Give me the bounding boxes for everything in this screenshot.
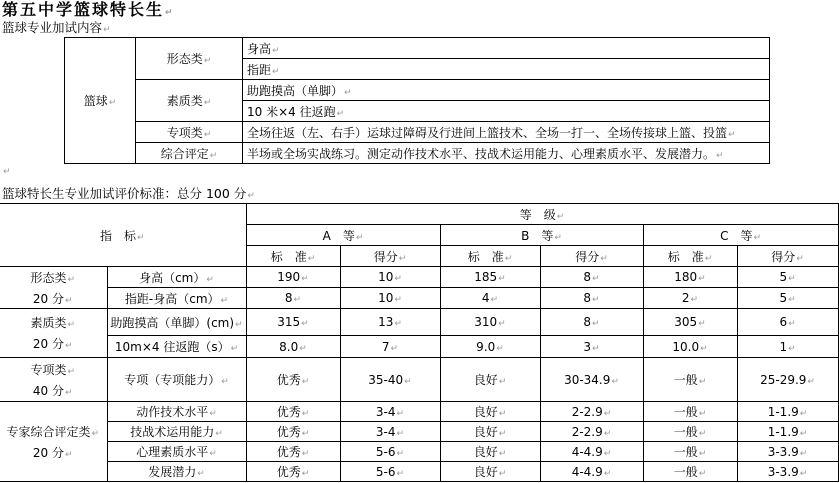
document-title: 第五中学篮球特长生 ↵ (2, 0, 175, 23)
item-cell: 发展潜力 ↵ (107, 462, 246, 482)
a-score-cell: 3-4 ↵ (340, 402, 440, 422)
item-cell: 指距 ↵ (243, 59, 770, 80)
test-content-table (64, 37, 770, 164)
empty-paragraph (2, 166, 11, 177)
c-score-cell: 6 ↵ (737, 309, 838, 336)
b-standard-cell: 良好 ↵ (440, 422, 540, 442)
a-standard-cell: 优秀 ↵ (246, 358, 340, 402)
a-standard-cell: 优秀 ↵ (246, 462, 340, 482)
b-score-cell: 2-2.9 ↵ (540, 422, 643, 442)
c-standard-cell: 10.0 ↵ (643, 336, 737, 358)
c-standard-cell: 一般 ↵ (643, 358, 737, 402)
c-score-cell: 25-29.9 ↵ (737, 358, 838, 402)
score-header: 得分 ↵ (540, 246, 643, 267)
group-cell (0, 402, 107, 482)
a-standard-cell: 8.0 ↵ (246, 336, 340, 358)
table-row (65, 122, 770, 143)
c-score-cell: 3-3.9 ↵ (737, 442, 838, 462)
a-standard-cell: 8 ↵ (246, 288, 340, 309)
b-standard-cell: 良好 ↵ (440, 442, 540, 462)
item-cell: 10 米×4 往返跑 ↵ (243, 101, 770, 122)
b-score-cell: 3 ↵ (540, 336, 643, 358)
a-standard-cell: 优秀 ↵ (246, 402, 340, 422)
group-name: 形态类 ↵ (1, 269, 105, 286)
table-row (65, 143, 770, 164)
b-score-cell: 4-4.9 ↵ (540, 462, 643, 482)
a-standard-cell: 190 ↵ (246, 267, 340, 288)
grade-header: 等 级 ↵ (246, 204, 838, 225)
item-cell: 指距-身高（cm） ↵ (107, 288, 246, 309)
b-score-cell: 30-34.9 ↵ (540, 358, 643, 402)
a-score-cell: 13 ↵ (340, 309, 440, 336)
score-header: 得分 ↵ (737, 246, 838, 267)
table-row (0, 422, 838, 442)
group-points: 20 分 ↵ (1, 335, 105, 352)
table-row (0, 336, 838, 358)
c-standard-cell: 305 ↵ (643, 309, 737, 336)
item-cell: 动作技术水平 ↵ (107, 402, 246, 422)
c-score-cell: 5 ↵ (737, 288, 838, 309)
group-cell (0, 358, 107, 402)
category-cell: 素质类 ↵ (136, 80, 243, 122)
section2-heading: 篮球特长生专业加试评价标准：总分 100 分 ↵ (2, 186, 255, 204)
table-row (65, 38, 770, 59)
c-standard-cell: 一般 ↵ (643, 402, 737, 422)
category-cell: 综合评定 ↵ (136, 143, 243, 164)
item-cell: 技战术运用能力 ↵ (107, 422, 246, 442)
group-points: 20 分 ↵ (1, 290, 105, 307)
standard-header: 标 准 ↵ (246, 246, 340, 267)
group-points: 40 分 ↵ (1, 382, 105, 399)
table-row (65, 80, 770, 101)
group-points: 20 分 ↵ (1, 444, 105, 461)
b-standard-cell: 良好 ↵ (440, 462, 540, 482)
c-standard-cell: 一般 ↵ (643, 442, 737, 462)
a-score-cell: 35-40 ↵ (340, 358, 440, 402)
table-row (0, 358, 838, 402)
a-score-cell: 10 ↵ (340, 267, 440, 288)
item-cell: 助跑摸高（单脚） ↵ (243, 80, 770, 101)
table-row (0, 442, 838, 462)
standard-header: 标 准 ↵ (440, 246, 540, 267)
group-name: 专项类 ↵ (1, 361, 105, 378)
b-score-cell: 8 ↵ (540, 288, 643, 309)
indicator-header: 指 标 ↵ (0, 204, 246, 267)
a-score-cell: 3-4 ↵ (340, 422, 440, 442)
b-standard-cell: 310 ↵ (440, 309, 540, 336)
item-cell: 全场往返（左、右手）运球过障碍及行进间上篮技术、全场一打一、全场传接球上篮、投篮 ↵ (243, 122, 770, 143)
table-row (0, 462, 838, 482)
c-standard-cell: 一般 ↵ (643, 462, 737, 482)
table-row (0, 288, 838, 309)
a-standard-cell: 优秀 ↵ (246, 422, 340, 442)
level-a-header: A 等 ↵ (246, 225, 440, 246)
group-cell (0, 309, 107, 358)
c-score-cell: 1-1.9 ↵ (737, 402, 838, 422)
item-cell: 身高（cm） ↵ (107, 267, 246, 288)
a-score-cell: 10 ↵ (340, 288, 440, 309)
table-row (0, 402, 838, 422)
group-cell (0, 267, 107, 309)
item-cell: 助跑摸高（单脚）(cm) ↵ (107, 309, 246, 336)
score-header: 得分 ↵ (340, 246, 440, 267)
b-score-cell: 8 ↵ (540, 309, 643, 336)
level-b-header: B 等 ↵ (440, 225, 643, 246)
sport-cell: 篮球 ↵ (65, 38, 136, 164)
b-standard-cell: 9.0 ↵ (440, 336, 540, 358)
a-standard-cell: 优秀 ↵ (246, 442, 340, 462)
item-cell: 10m×4 往返跑（s） ↵ (107, 336, 246, 358)
b-standard-cell: 185 ↵ (440, 267, 540, 288)
item-cell: 专项（专项能力） ↵ (107, 358, 246, 402)
item-cell: 心理素质水平 ↵ (107, 442, 246, 462)
table-row (0, 267, 838, 288)
group-name: 素质类 ↵ (1, 314, 105, 331)
item-cell: 身高 ↵ (243, 38, 770, 59)
header-row (0, 204, 838, 225)
b-standard-cell: 4 ↵ (440, 288, 540, 309)
a-score-cell: 7 ↵ (340, 336, 440, 358)
item-cell: 半场或全场实战练习。测定动作技术水平、技战术运用能力、心理素质水平、发展潜力。 ↵ (243, 143, 770, 164)
b-score-cell: 4-4.9 ↵ (540, 442, 643, 462)
c-score-cell: 1 ↵ (737, 336, 838, 358)
standard-header: 标 准 ↵ (643, 246, 737, 267)
a-score-cell: 5-6 ↵ (340, 442, 440, 462)
group-name: 专家综合评定类 ↵ (1, 423, 105, 440)
c-standard-cell: 一般 ↵ (643, 422, 737, 442)
b-standard-cell: 良好 ↵ (440, 358, 540, 402)
category-cell: 专项类 ↵ (136, 122, 243, 143)
c-score-cell: 3-3.9 ↵ (737, 462, 838, 482)
c-standard-cell: 180 ↵ (643, 267, 737, 288)
section1-heading: 篮球专业加试内容 ↵ (2, 20, 111, 38)
c-score-cell: 5 ↵ (737, 267, 838, 288)
b-score-cell: 8 ↵ (540, 267, 643, 288)
b-score-cell: 2-2.9 ↵ (540, 402, 643, 422)
c-standard-cell: 2 ↵ (643, 288, 737, 309)
level-c-header: C 等 ↵ (643, 225, 838, 246)
c-score-cell: 1-1.9 ↵ (737, 422, 838, 442)
category-cell: 形态类 ↵ (136, 38, 243, 80)
b-standard-cell: 良好 ↵ (440, 402, 540, 422)
a-score-cell: 5-6 ↵ (340, 462, 440, 482)
table-row (0, 309, 838, 336)
a-standard-cell: 315 ↵ (246, 309, 340, 336)
evaluation-table (0, 203, 839, 482)
